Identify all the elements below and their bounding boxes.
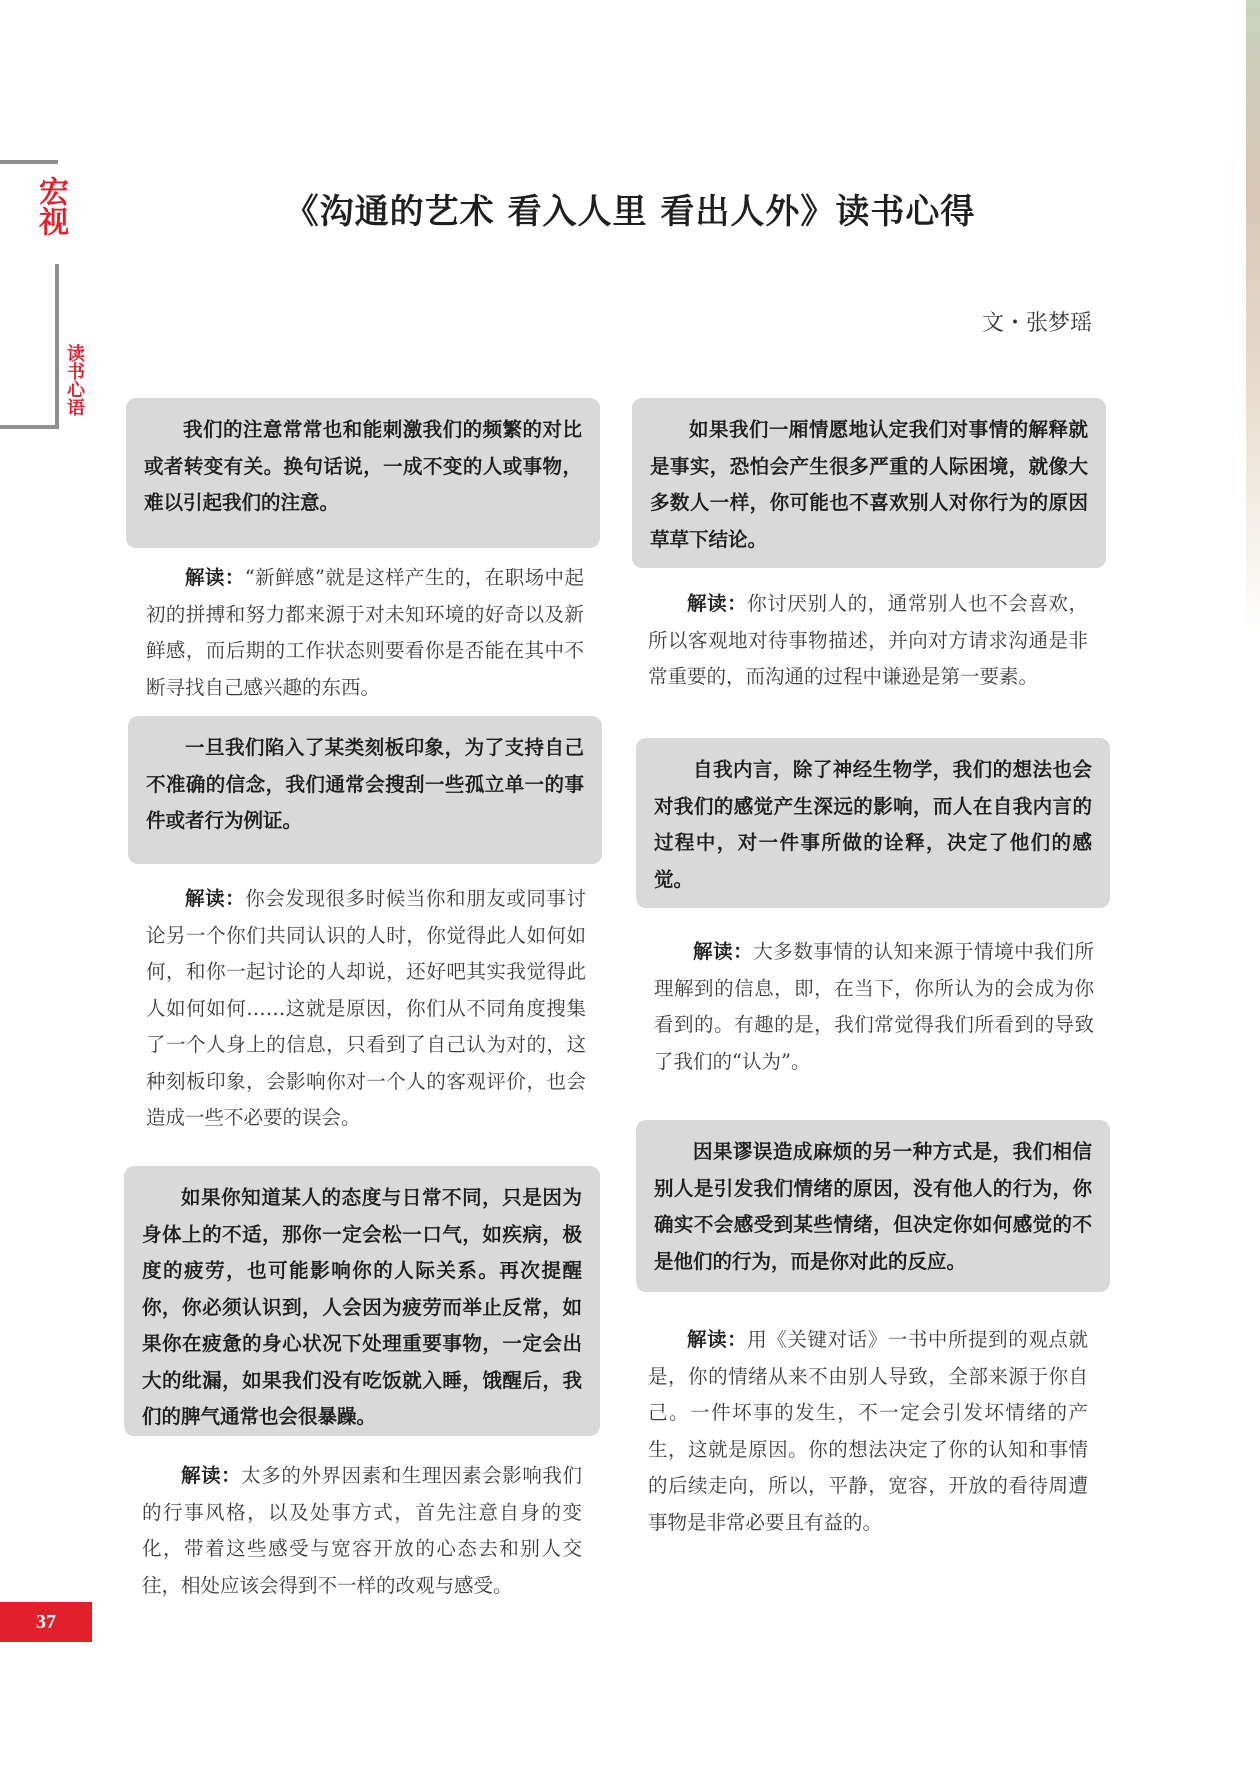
reading-text: 用《关键对话》一书中所提到的观点就是，你的情绪从来不由别人导致，全部来源于你自己。一件坏事的发生，不一定会引发坏情绪的产生，这就是原因。你的想法决定了你的认知和事情的后续走向，所以，平静，宽容，开放的看待周遭事物是非常必要且有益的。 (648, 1328, 1088, 1534)
reading-text: 你会发现很多时候当你和朋友或同事讨论另一个你们共同认识的人时，你觉得此人如何如何，和你一起讨论的人却说，还好吧其实我觉得此人如何如何……这就是原因，你们从不同角度搜集了一个人身上的信息，只看到了自己认为对的，这种刻板印象，会影响你对一个人的客观评价，也会造成一些不必要的误会。 (146, 887, 586, 1129)
reading-paragraph-left-3 (142, 1458, 582, 1604)
quote-box-right-1 (632, 398, 1106, 568)
quote-box-right-3 (636, 1120, 1110, 1292)
reading-text: “新鲜感”就是这样产生的，在职场中起初的拼搏和努力都来源于对未知环境的好奇以及新鲜感，而后期的工作状态则要看你是否能在其中不断寻找自己感兴趣的东西。 (146, 566, 584, 699)
reading-text: 大多数事情的认知来源于情境中我们所理解到的信息，即，在当下，你所认为的会成为你看到的。有趣的是，我们常觉得我们所看到的导致了我们的“认为”。 (654, 940, 1094, 1073)
article-title: 《沟通的艺术 看入人里 看出人外》读书心得 (284, 192, 976, 232)
section-marker-line-bottom (0, 425, 58, 429)
reading-text: 太多的外界因素和生理因素会影响我们的行事风格，以及处事方式，首先注意自身的变化，带着这些感受与宽容开放的心态去和别人交往，相处应该会得到不一样的改观与感受。 (142, 1464, 582, 1597)
quote-box-right-2 (636, 738, 1110, 908)
section-marker-line-vertical (55, 264, 59, 429)
quote-text: 因果谬误造成麻烦的另一种方式是，我们相信别人是引发我们情绪的原因，没有他人的行为，你确实不会感受到某些情绪，但决定你如何感觉的不是他们的行为，而是你对此的反应。 (654, 1140, 1092, 1273)
page-number: 37 (0, 1602, 92, 1642)
reading-paragraph-right-2 (654, 934, 1094, 1080)
reading-lead: 解读： (181, 1464, 242, 1487)
quote-text: 如果你知道某人的态度与日常不同，只是因为身体上的不适，那你一定会松一口气，如疾病，极度的疲劳，也可能影响你的人际关系。再次提醒你，你必须认识到，人会因为疲劳而举止反常，如果你在疲惫的身心状况下处理重要事物，一定会出大的纰漏，如果我们没有吃饭就入睡，饿醒后，我们的脾气通常也会很暴躁。 (142, 1186, 582, 1428)
reading-text: 你讨厌别人的，通常别人也不会喜欢，所以客观地对待事物描述，并向对方请求沟通是非常重要的，而沟通的过程中谦逊是第一要素。 (648, 592, 1088, 688)
reading-lead: 解读： (687, 592, 748, 615)
reading-paragraph-right-3 (648, 1322, 1088, 1541)
quote-box-left-3 (124, 1166, 600, 1436)
reading-paragraph-left-1 (146, 560, 584, 706)
quote-text: 我们的注意常常也和能刺激我们的频繁的对比或者转变有关。换句话说，一成不变的人或事物，难以引起我们的注意。 (144, 418, 582, 514)
reading-lead: 解读： (185, 566, 245, 589)
quote-text: 自我内言，除了神经生物学，我们的想法也会对我们的感觉产生深远的影响，而人在自我内言的过程中，对一件事所做的诠释，决定了他们的感觉。 (654, 758, 1092, 891)
quote-text: 一旦我们陷入了某类刻板印象，为了支持自己不准确的信念，我们通常会搜刮一些孤立单一的事件或者行为例证。 (146, 736, 584, 832)
reading-paragraph-right-1 (648, 586, 1088, 696)
quote-text: 如果我们一厢情愿地认定我们对事情的解释就是事实，恐怕会产生很多严重的人际困境，就像大多数人一样，你可能也不喜欢别人对你行为的原因草草下结论。 (650, 418, 1088, 551)
reading-lead: 解读： (687, 1328, 748, 1351)
article-author: 文・张梦瑶 (981, 311, 1092, 336)
section-marker-line-top (0, 160, 58, 164)
quote-box-left-2 (128, 716, 602, 864)
edge-photo-fragment (1246, 0, 1260, 640)
reading-paragraph-left-2 (146, 881, 586, 1137)
column-name: 读书心语 (64, 344, 85, 416)
section-title: 宏视 (33, 176, 68, 236)
reading-lead: 解读： (185, 887, 246, 910)
reading-lead: 解读： (693, 940, 754, 963)
quote-box-left-1 (126, 398, 600, 548)
